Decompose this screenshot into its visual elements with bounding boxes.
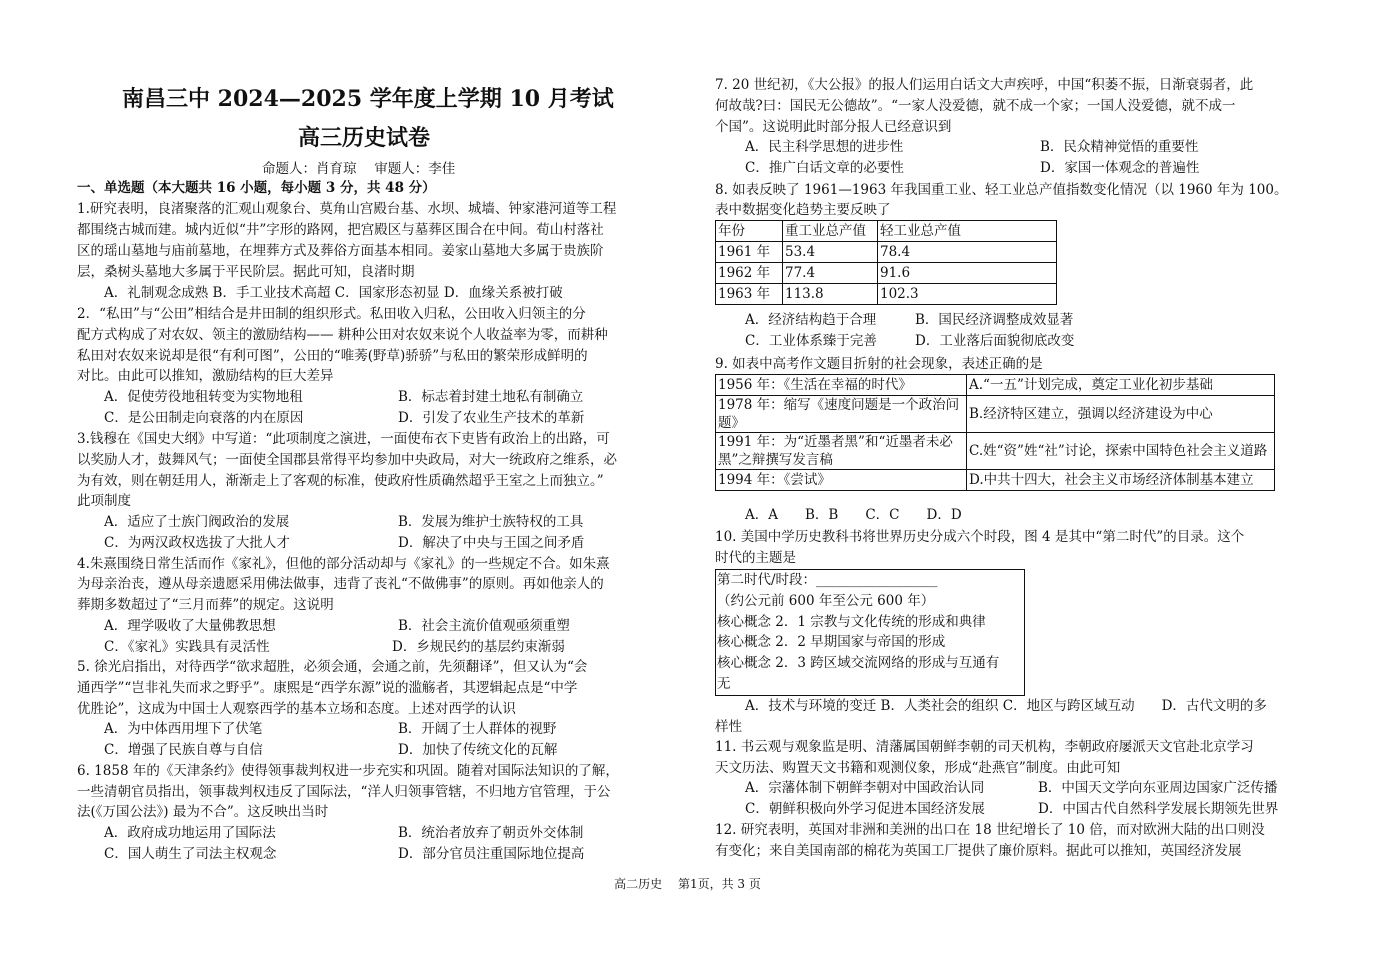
q6-option-c: C．国人萌生了司法主权观念 bbox=[104, 846, 277, 862]
box-line: 核心概念 2．3 跨区域交流网络的形成与互通有 bbox=[717, 655, 1000, 671]
box-line: 无 bbox=[717, 676, 731, 692]
table-row bbox=[716, 284, 1057, 305]
q8-line-2: 表中数据变化趋势主要反映了 bbox=[715, 202, 891, 218]
q9-line: 9. 如表中高考作文题目折射的社会现象，表述正确的是 bbox=[715, 356, 1043, 372]
table-cell: 113.8 bbox=[783, 284, 878, 305]
q2-option-c: C．是公田制走向衰落的内在原因 bbox=[104, 410, 304, 426]
q10-contents-box bbox=[715, 569, 1025, 696]
table-cell: 78.4 bbox=[878, 242, 1057, 263]
page-footer: 高二历史 第1页，共 3 页 bbox=[614, 877, 761, 891]
table-cell: 77.4 bbox=[783, 263, 878, 284]
exam-title: 南昌三中 2024—2025 学年度上学期 10 月考试 bbox=[122, 86, 614, 112]
q12-line-1: 12. 研究表明，英国对非洲和美洲的出口在 18 世纪增长了 10 倍，而对欧洲大陆的出口则没 bbox=[715, 822, 1265, 838]
table-cell: 1994 年：《尝试》 bbox=[716, 470, 967, 491]
q11-line-2: 天文历法、购置天文书籍和观测仪象，形成“赴燕官”制度。由此可知 bbox=[715, 760, 1121, 776]
q11-option-b: B．中国天文学向东亚周边国家广泛传播 bbox=[1038, 780, 1278, 796]
q1-line-2: 都围绕古城而建。城内近似“井”字形的路网，把宫殿区与墓葬区围合在中间。荀山村落社 bbox=[77, 222, 604, 238]
table-cell: 53.4 bbox=[783, 242, 878, 263]
q1-options: A．礼制观念成熟 B．手工业技术高超 C．国家形态初显 D．血缘关系被打破 bbox=[104, 285, 563, 301]
table-row bbox=[716, 470, 1275, 491]
section-heading: 一、单选题（本大题共 16 小题，每小题 3 分，共 48 分） bbox=[77, 180, 436, 196]
q3-option-a: A．适应了士族门阀政治的发展 bbox=[104, 514, 290, 530]
table-cell: C.姓“资”姓“社”讨论，探索中国特色社会主义道路 bbox=[967, 433, 1275, 470]
table-cell: 1963 年 bbox=[716, 284, 783, 305]
q3-line-1: 3.钱穆在《国史大纲》中写道：“此项制度之演进，一面使布衣下吏皆有政治上的出路，可 bbox=[77, 431, 610, 447]
q10-options-wrap: 样性 bbox=[715, 719, 742, 735]
q2-line-1: 2．“私田”与“公田”相结合是井田制的组织形式。私田收入归私，公田收入归领主的分 bbox=[77, 306, 586, 322]
table-cell: 1956 年：《生活在幸福的时代》 bbox=[716, 375, 967, 396]
q11-line-1: 11. 书云观与观象监是明、清藩属国朝鲜李朝的司天机构，李朝政府屡派天文官赴北京学习 bbox=[715, 739, 1254, 755]
q8-option-d: D．工业落后面貌彻底改变 bbox=[915, 333, 1075, 349]
q7-option-c: C．推广白话文章的必要性 bbox=[745, 160, 904, 176]
q8-option-b: B．国民经济调整成效显著 bbox=[915, 312, 1074, 328]
q3-option-d: D．解决了中央与王国之间矛盾 bbox=[398, 535, 585, 551]
q5-line-2: 通西学”“岂非礼失而求之野乎”。康熙是“西学东源”说的滥觞者，其逻辑起点是“中学 bbox=[77, 680, 578, 696]
q4-option-b: B．社会主流价值观亟须重塑 bbox=[398, 618, 570, 634]
q6-option-a: A．政府成功地运用了国际法 bbox=[104, 825, 276, 841]
q2-option-a: A．促使劳役地租转变为实物地租 bbox=[104, 389, 303, 405]
q2-line-2: 配方式构成了对农奴、领主的激励结构—— 耕种公田对农奴来说个人收益率为零，而耕种 bbox=[77, 327, 608, 343]
q6-line-3: 法(《万国公法》) 最为不合”。这反映出当时 bbox=[77, 804, 329, 820]
q9-table bbox=[715, 374, 1275, 491]
q2-line-3: 私田对农奴来说却是很“有利可图”，公田的“唯莠(野草)骄骄”与私田的繁荣形成鲜明的 bbox=[77, 348, 588, 364]
exam-subtitle: 高三历史试卷 bbox=[298, 125, 431, 151]
q11-option-c: C．朝鲜积极向外学习促进本国经济发展 bbox=[745, 801, 985, 817]
q6-option-b: B．统治者放弃了朝贡外交体制 bbox=[398, 825, 584, 841]
table-cell: 1961 年 bbox=[716, 242, 783, 263]
q1-line-4: 层，桑树头墓地大多属于平民阶层。据此可知，良渚时期 bbox=[77, 264, 415, 280]
q7-line-3: 个国”。这说明此时部分报人已经意识到 bbox=[715, 119, 952, 135]
q6-option-d: D．部分官员注重国际地位提高 bbox=[398, 846, 585, 862]
box-line: （约公元前 600 年至公元 600 年） bbox=[717, 593, 935, 609]
q6-line-1: 6. 1858 年的《天津条约》使得领事裁判权进一步充实和巩固。随着对国际法知识的了解， bbox=[77, 763, 619, 779]
q2-option-b: B．标志着封建土地私有制确立 bbox=[398, 389, 584, 405]
table-cell: 1991 年：为“近墨者黑”和“近墨者未必黑”之辩撰写发言稿 bbox=[716, 433, 967, 470]
q11-option-a: A．宗藩体制下朝鲜李朝对中国政治认同 bbox=[745, 780, 985, 796]
q10-line-1: 10. 美国中学历史教科书将世界历史分成六个时段，图 4 是其中“第二时代”的目录。这个 bbox=[715, 529, 1245, 545]
q4-option-c: C．《家礼》实践具有灵活性 bbox=[104, 639, 270, 655]
table-cell: 91.6 bbox=[878, 263, 1057, 284]
q4-line-2: 为母亲治丧，遵从母亲遗愿采用佛法做事，违背了丧礼“不做佛事”的原则。再如他亲人的 bbox=[77, 576, 604, 592]
table-row bbox=[716, 242, 1057, 263]
q9-options: A．A B．B C．C D．D bbox=[745, 507, 962, 523]
authors-line: 命题人：肖育琼 审题人：李佳 bbox=[262, 161, 456, 177]
q8-data-table bbox=[715, 220, 1057, 305]
table-header-cell: 重工业总产值 bbox=[783, 221, 878, 242]
q4-line-1: 4.朱熹围绕日常生活而作《家礼》，但他的部分活动却与《家礼》的一些规定不合。如朱熹 bbox=[77, 556, 610, 572]
box-line: 核心概念 2．1 宗教与文化传统的形成和典律 bbox=[717, 614, 986, 630]
q12-line-2: 有变化；来自美国南部的棉花为英国工厂提供了廉价原料。据此可以推知，英国经济发展 bbox=[715, 843, 1242, 859]
q3-option-c: C．为两汉政权选拔了大批人才 bbox=[104, 535, 290, 551]
q5-option-b: B．开阔了士人群体的视野 bbox=[398, 721, 557, 737]
table-cell: D.中共十四大，社会主义市场经济体制基本建立 bbox=[967, 470, 1275, 491]
table-header-cell: 轻工业总产值 bbox=[878, 221, 1057, 242]
q3-option-b: B．发展为维护士族特权的工具 bbox=[398, 514, 584, 530]
q7-option-a: A．民主科学思想的进步性 bbox=[745, 139, 904, 155]
table-header-cell: 年份 bbox=[716, 221, 783, 242]
q4-option-a: A．理学吸收了大量佛教思想 bbox=[104, 618, 276, 634]
table-row bbox=[716, 396, 1275, 433]
table-row bbox=[716, 433, 1275, 470]
table-cell: 1962 年 bbox=[716, 263, 783, 284]
q1-line-3: 区的瑶山墓地与庙前墓地，在埋葬方式及葬俗方面基本相同。姜家山墓地大多属于贵族阶 bbox=[77, 243, 604, 259]
q3-line-2: 以奖励人才，鼓舞风气；一面使全国郡县常得平均参加中央政局，对大一统政府之维系，必 bbox=[77, 452, 617, 468]
q8-option-c: C．工业体系臻于完善 bbox=[745, 333, 877, 349]
q10-options: A．技术与环境的变迁 B．人类社会的组织 C．地区与跨区域互动 D．古代文明的多 bbox=[745, 698, 1267, 714]
q4-line-3: 葬期多数超过了“三月而葬”的规定。这说明 bbox=[77, 597, 334, 613]
table-header-row bbox=[716, 221, 1057, 242]
box-line: 第二时代/时段：__________________ bbox=[717, 572, 938, 588]
table-row bbox=[716, 375, 1275, 396]
q5-line-3: 优胜论”，这成为中国士人观察西学的基本立场和态度。上述对西学的认识 bbox=[77, 701, 516, 717]
q4-option-d: D．乡规民约的基层约束渐弱 bbox=[392, 639, 565, 655]
q2-line-4: 对比。由此可以推知，激励结构的巨大差异 bbox=[77, 368, 334, 384]
q3-line-3: 为有效，则在朝廷用人，渐渐走上了客观的标准，使政府性质确然超乎王室之上而独立。” bbox=[77, 473, 604, 489]
q11-option-d: D．中国古代自然科学发展长期领先世界 bbox=[1038, 801, 1279, 817]
q5-line-1: 5. 徐光启指出，对待西学“欲求超胜，必须会通，会通之前，先须翻译”，但又认为“会 bbox=[77, 659, 588, 675]
q3-line-4: 此项制度 bbox=[77, 493, 131, 509]
q8-line-1: 8. 如表反映了 1961—1963 年我国重工业、轻工业总产值指数变化情况（以 1960 年为 100。 bbox=[715, 182, 1288, 198]
q5-option-a: A．为中体西用埋下了伏笔 bbox=[104, 721, 263, 737]
table-cell: B.经济特区建立，强调以经济建设为中心 bbox=[967, 396, 1275, 433]
table-row bbox=[716, 263, 1057, 284]
q7-line-1: 7. 20 世纪初，《大公报》的报人们运用白话文大声疾呼，中国“积萎不振，日渐衰弱者，此 bbox=[715, 77, 1254, 93]
q7-option-d: D．家国一体观念的普遍性 bbox=[1040, 160, 1200, 176]
q5-option-c: C．增强了民族自尊与自信 bbox=[104, 742, 263, 758]
table-cell: 102.3 bbox=[878, 284, 1057, 305]
table-cell: 1978 年：缩写《速度问题是一个政治问题》 bbox=[716, 396, 967, 433]
box-line: 核心概念 2．2 早期国家与帝国的形成 bbox=[717, 634, 946, 650]
q7-option-b: B．民众精神觉悟的重要性 bbox=[1040, 139, 1199, 155]
q6-line-2: 一些清朝官员指出，领事裁判权违反了国际法，“洋人归领事管辖，不归地方官管理，于公 bbox=[77, 784, 611, 800]
q5-option-d: D．加快了传统文化的瓦解 bbox=[398, 742, 558, 758]
q2-option-d: D．引发了农业生产技术的革新 bbox=[398, 410, 585, 426]
q8-option-a: A．经济结构趋于合理 bbox=[745, 312, 877, 328]
q10-line-2: 时代的主题是 bbox=[715, 550, 796, 566]
q7-line-2: 何故哉?曰：国民无公德故”。“一家人没爱德，就不成一个家；一国人没爱德，就不成一 bbox=[715, 98, 1236, 114]
q1-line-1: 1.研究表明，良渚聚落的汇观山观象台、莫角山宫殿台基、水坝、城墙、钟家港河道等工程 bbox=[77, 201, 617, 217]
table-cell: A.“一五”计划完成，奠定工业化初步基础 bbox=[967, 375, 1275, 396]
